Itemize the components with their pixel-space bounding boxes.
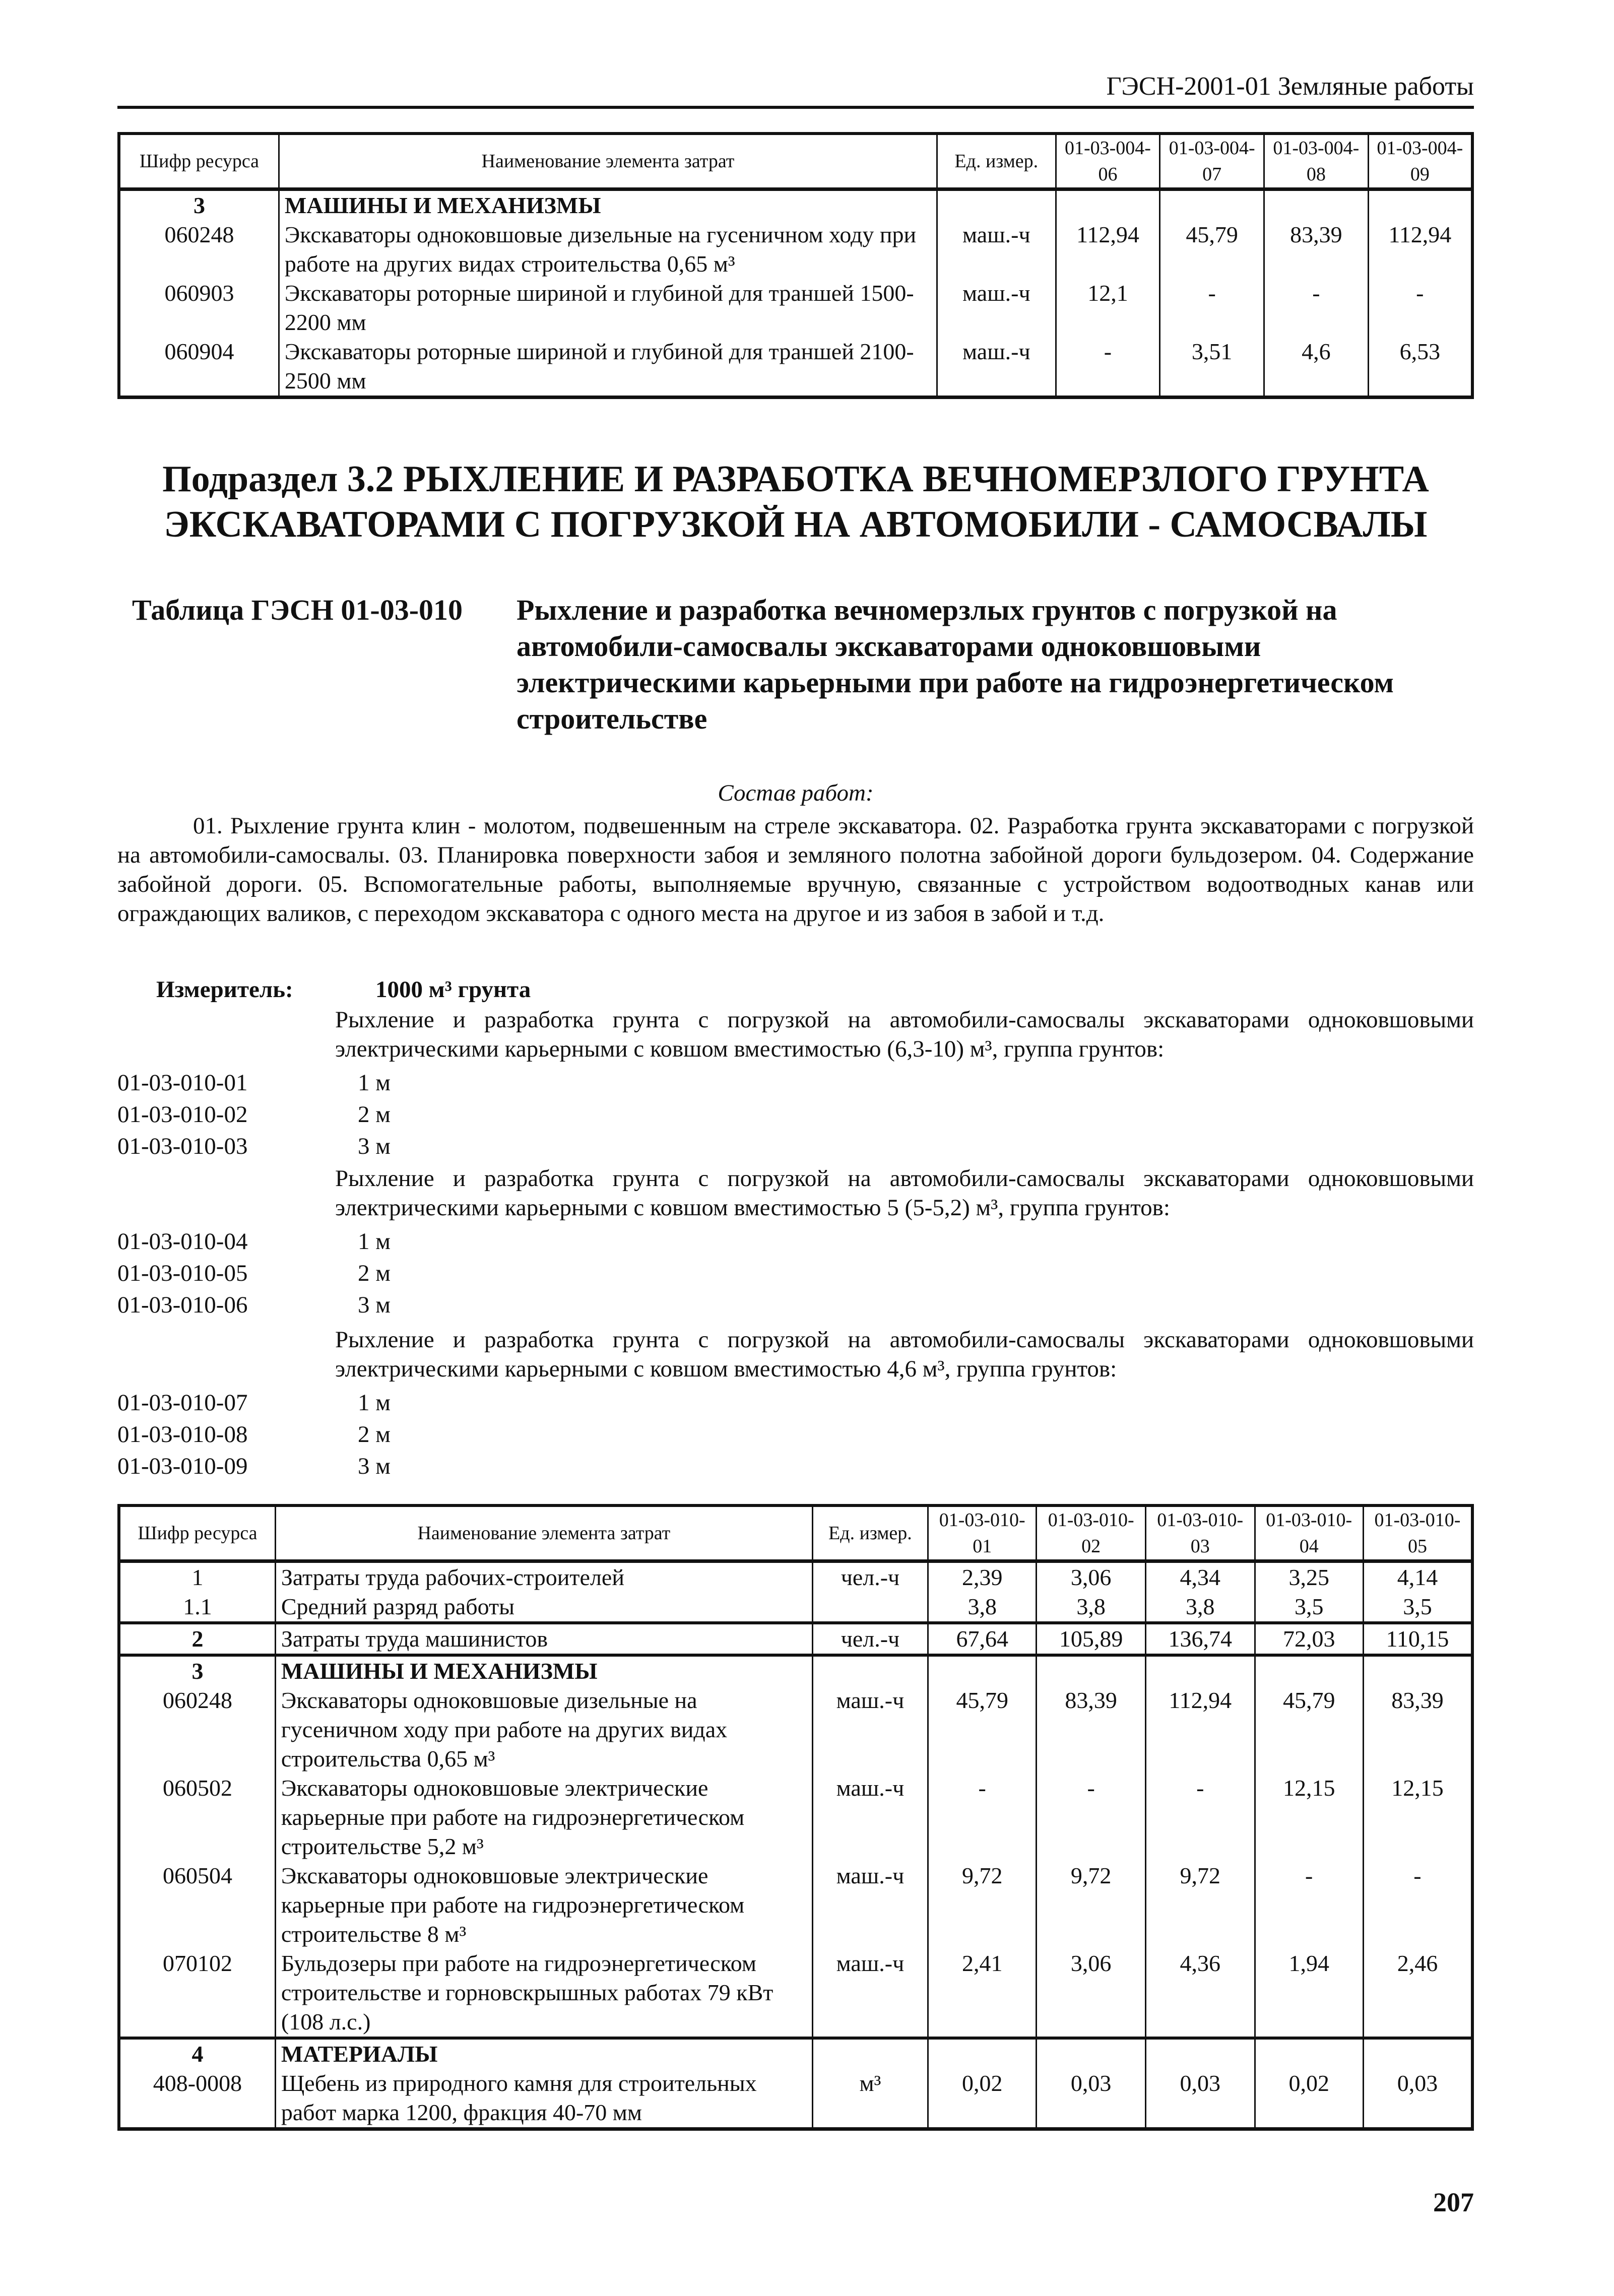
value: -: [1160, 279, 1264, 337]
value: 3,8: [1145, 1592, 1255, 1623]
value: 45,79: [928, 1686, 1036, 1774]
value: 3,5: [1363, 1592, 1472, 1623]
value: -: [928, 1774, 1036, 1861]
resource-code: 070102: [119, 1949, 275, 2038]
table-row: [119, 1561, 1472, 1593]
value: 45,79: [1160, 220, 1264, 279]
resource-code: 060248: [119, 220, 279, 279]
unit: маш.-ч: [812, 1686, 928, 1774]
unit: маш.-ч: [937, 279, 1056, 337]
value: 0,03: [1037, 2069, 1146, 2129]
section-code: 3: [119, 1655, 275, 1686]
norm-value: 3 м: [358, 1133, 391, 1159]
table-row: [119, 1861, 1472, 1949]
group-description: Рыхление и разработка грунта с погрузкой на автомобили-самосвалы экскаваторами одноковшовыми электрическими карьерными с ковшом вместимостью (6,3-10) м³, группа грунтов:: [335, 1007, 1474, 1062]
norm-code: 01-03-010-01: [117, 1070, 248, 1096]
col-header: 01-03-010-05: [1363, 1505, 1472, 1561]
table-title-text: Рыхление и разработка вечномерзлых грунтов с погрузкой на автомобили-самосвалы экскаваторами одноковшовыми электрическими карьерными при работе на гидроэнергетическом строительстве: [517, 594, 1394, 735]
value: 4,34: [1145, 1561, 1255, 1593]
value: 83,39: [1264, 220, 1369, 279]
section-code: 4: [119, 2038, 275, 2069]
value: 83,39: [1363, 1686, 1472, 1774]
measure-value: 1000 м³ грунта: [375, 976, 531, 1003]
resource-code: 060904: [119, 337, 279, 398]
resource-name: Средний разряд работы: [275, 1592, 812, 1623]
value: 3,06: [1037, 1949, 1146, 2038]
resource-code: 1.1: [119, 1592, 275, 1623]
resource-name: Экскаваторы одноковшовые дизельные на гусеничном ходу при работе на других видах строительства 0,65 м³: [275, 1686, 812, 1774]
value: 4,6: [1264, 337, 1369, 398]
value: 4,36: [1145, 1949, 1255, 2038]
resource-name: Затраты труда машинистов: [275, 1623, 812, 1655]
table-title-prefix: Таблица ГЭСН 01-03-010: [132, 594, 463, 626]
norm-value: 1 м: [358, 1070, 391, 1096]
value: 1,94: [1255, 1949, 1363, 2038]
col-header: Ед. измер.: [937, 134, 1056, 189]
table-row: [119, 1949, 1472, 2038]
page-number: 207: [1433, 2187, 1474, 2217]
resource-code: 408-0008: [119, 2069, 275, 2129]
value: 12,15: [1363, 1774, 1472, 1861]
value: -: [1368, 279, 1472, 337]
group-description: Рыхление и разработка грунта с погрузкой на автомобили-самосвалы экскаваторами одноковшовыми электрическими карьерными с ковшом вместимостью 4,6 м³, группа грунтов:: [335, 1327, 1474, 1382]
unit: [812, 1592, 928, 1623]
table-row: [119, 2069, 1472, 2129]
col-header: 01-03-010-01: [928, 1505, 1036, 1561]
unit: маш.-ч: [937, 337, 1056, 398]
norm-value: 2 м: [358, 1260, 391, 1286]
table-row: [119, 337, 1472, 398]
value: 9,72: [928, 1861, 1036, 1949]
value: 0,02: [1255, 2069, 1363, 2129]
measure-label: Измеритель:: [156, 976, 293, 1003]
subsection-title-line2: ЭКСКАВАТОРАМИ С ПОГРУЗКОЙ НА АВТОМОБИЛИ - САМОСВАЛЫ: [164, 504, 1428, 545]
resource-name: Экскаваторы одноковшовые электрические карьерные при работе на гидроэнергетическом строительстве 5,2 м³: [275, 1774, 812, 1861]
value: 3,25: [1255, 1561, 1363, 1593]
section-title: МАШИНЫ И МЕХАНИЗМЫ: [279, 189, 937, 221]
unit: чел.-ч: [812, 1561, 928, 1593]
value: 4,14: [1363, 1561, 1472, 1593]
resource-table-004: [117, 132, 1474, 399]
value: 72,03: [1255, 1623, 1363, 1655]
norm-code: 01-03-010-08: [117, 1421, 248, 1448]
value: 0,02: [928, 2069, 1036, 2129]
value: -: [1255, 1861, 1363, 1949]
section-title: МАШИНЫ И МЕХАНИЗМЫ: [275, 1655, 812, 1686]
table-row: [119, 1774, 1472, 1861]
col-header: 01-03-004-09: [1368, 134, 1472, 189]
norm-code: 01-03-010-05: [117, 1260, 248, 1286]
col-header: 01-03-010-02: [1037, 1505, 1146, 1561]
unit: маш.-ч: [937, 220, 1056, 279]
resource-code: 1: [119, 1561, 275, 1593]
value: 3,8: [928, 1592, 1036, 1623]
norm-code: 01-03-010-03: [117, 1133, 248, 1159]
resource-name: Бульдозеры при работе на гидроэнергетическом строительстве и горновскрышных работах 79 кВт (108 л.с.): [275, 1949, 812, 2038]
value: 112,94: [1368, 220, 1472, 279]
table-row: [119, 1686, 1472, 1774]
subsection-title-line1: Подраздел 3.2 РЫХЛЕНИЕ И РАЗРАБОТКА ВЕЧНОМЕРЗЛОГО ГРУНТА: [162, 458, 1429, 500]
resource-code: 060502: [119, 1774, 275, 1861]
table-row: [119, 1592, 1472, 1623]
value: 0,03: [1145, 2069, 1255, 2129]
section-code: 3: [119, 189, 279, 221]
section-title: МАТЕРИАЛЫ: [275, 2038, 812, 2069]
value: 9,72: [1145, 1861, 1255, 1949]
value: -: [1037, 1774, 1146, 1861]
table-row: [119, 220, 1472, 279]
value: 67,64: [928, 1623, 1036, 1655]
table-row: [119, 189, 1472, 221]
work-composition-text: 01. Рыхление грунта клин - молотом, подвешенным на стреле экскаватора. 02. Разработка грунта экскаваторами с погрузкой на автомобили-самосвалы. 03. Планировка поверхности забоя и земляного полотна забойной дороги бульдозером. 04. Содержание забойной дороги. 05. Вспомогательные работы, выполняемые вручную, связанные с устройством водоотводных канав или ограждающих валиков, с переходом экскаватора с одного места на другое и из забоя в забой и т.д.: [117, 813, 1474, 927]
col-header: Шифр ресурса: [119, 1505, 275, 1561]
value: 3,5: [1255, 1592, 1363, 1623]
col-header: Наименование элемента затрат: [275, 1505, 812, 1561]
value: 6,53: [1368, 337, 1472, 398]
col-header: 01-03-004-07: [1160, 134, 1264, 189]
unit: чел.-ч: [812, 1623, 928, 1655]
col-header: 01-03-004-06: [1056, 134, 1160, 189]
norm-value: 2 м: [358, 1101, 391, 1128]
norm-code: 01-03-010-06: [117, 1292, 248, 1318]
col-header: Ед. измер.: [812, 1505, 928, 1561]
value: 3,06: [1037, 1561, 1146, 1593]
value: 136,74: [1145, 1623, 1255, 1655]
col-header: 01-03-010-04: [1255, 1505, 1363, 1561]
value: 110,15: [1363, 1623, 1472, 1655]
table-row: [119, 1655, 1472, 1686]
col-header: Шифр ресурса: [119, 134, 279, 189]
resource-name: Щебень из природного камня для строительных работ марка 1200, фракция 40-70 мм: [275, 2069, 812, 2129]
group-description: Рыхление и разработка грунта с погрузкой на автомобили-самосвалы экскаваторами одноковшовыми электрическими карьерными с ковшом вместимостью 5 (5-5,2) м³, группа грунтов:: [335, 1165, 1474, 1221]
value: 2,41: [928, 1949, 1036, 2038]
value: 2,39: [928, 1561, 1036, 1593]
resource-code: 060504: [119, 1861, 275, 1949]
resource-name: Экскаваторы роторные шириной и глубиной для траншей 2100-2500 мм: [279, 337, 937, 398]
running-header: ГЭСН-2001-01 Земляные работы: [117, 71, 1474, 109]
col-header: Наименование элемента затрат: [279, 134, 937, 189]
value: -: [1145, 1774, 1255, 1861]
value: -: [1363, 1861, 1472, 1949]
value: 112,94: [1145, 1686, 1255, 1774]
table-header-row: [119, 1505, 1472, 1561]
norm-value: 1 м: [358, 1228, 391, 1255]
norm-code: 01-03-010-04: [117, 1228, 248, 1255]
value: 9,72: [1037, 1861, 1146, 1949]
value: 2,46: [1363, 1949, 1472, 2038]
unit: маш.-ч: [812, 1949, 928, 2038]
value: -: [1264, 279, 1369, 337]
table-row: [119, 2038, 1472, 2069]
norm-value: 3 м: [358, 1453, 391, 1479]
norm-value: 1 м: [358, 1390, 391, 1416]
resource-code: 060903: [119, 279, 279, 337]
unit: маш.-ч: [812, 1861, 928, 1949]
resource-name: Затраты труда рабочих-строителей: [275, 1561, 812, 1593]
value: 45,79: [1255, 1686, 1363, 1774]
table-header-row: [119, 134, 1472, 189]
col-header: 01-03-004-08: [1264, 134, 1369, 189]
unit: м³: [812, 2069, 928, 2129]
value: 105,89: [1037, 1623, 1146, 1655]
value: 3,8: [1037, 1592, 1146, 1623]
norm-code: 01-03-010-02: [117, 1101, 248, 1128]
norm-value: 2 м: [358, 1421, 391, 1448]
value: 12,1: [1056, 279, 1160, 337]
value: 83,39: [1037, 1686, 1146, 1774]
value: -: [1056, 337, 1160, 398]
resource-table-010: [117, 1504, 1474, 2131]
value: 12,15: [1255, 1774, 1363, 1861]
work-heading: Состав работ:: [718, 780, 874, 806]
norm-code: 01-03-010-07: [117, 1390, 248, 1416]
resource-name: Экскаваторы одноковшовые электрические карьерные при работе на гидроэнергетическом строительстве 8 м³: [275, 1861, 812, 1949]
resource-code: 060248: [119, 1686, 275, 1774]
resource-name: Экскаваторы одноковшовые дизельные на гусеничном ходу при работе на других видах строительства 0,65 м³: [279, 220, 937, 279]
col-header: 01-03-010-03: [1145, 1505, 1255, 1561]
norm-code: 01-03-010-09: [117, 1453, 248, 1479]
table-row: [119, 279, 1472, 337]
unit: маш.-ч: [812, 1774, 928, 1861]
norm-value: 3 м: [358, 1292, 391, 1318]
value: 0,03: [1363, 2069, 1472, 2129]
table-row: [119, 1623, 1472, 1655]
value: 3,51: [1160, 337, 1264, 398]
resource-code: 2: [119, 1623, 275, 1655]
resource-name: Экскаваторы роторные шириной и глубиной для траншей 1500-2200 мм: [279, 279, 937, 337]
value: 112,94: [1056, 220, 1160, 279]
